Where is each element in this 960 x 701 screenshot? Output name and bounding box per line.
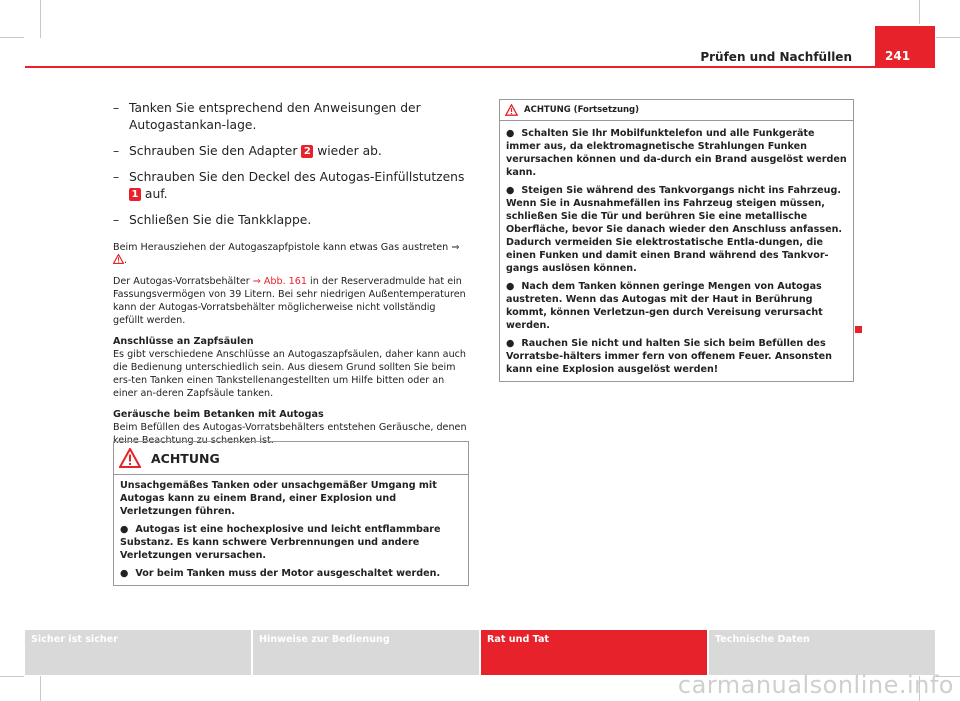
paragraph [113,275,468,327]
step-item [113,212,468,229]
chapter-title: Prüfen und Nachfüllen [700,50,852,64]
bullet-icon: ● [506,281,515,292]
step-text: wieder ab. [313,144,382,158]
step-dash: – [113,144,120,158]
crop-mark [0,676,24,677]
bullet-icon: ● [120,568,129,579]
warning-title: ACHTUNG (Fortsetzung) [524,105,640,115]
warning-triangle-icon [505,104,518,116]
warning-bullet [506,127,847,179]
bullet-text: Rauchen Sie nicht und halten Sie sich beim Befüllen des Vorratsbe-hälters immer fern von offenem Feuer. Ansonsten kann eine Explosion ausgelöst werden! [506,338,832,375]
page-number-text: 241 [885,49,911,63]
bullet-icon: ● [506,338,515,349]
bullet-icon: ● [506,128,515,139]
warning-bullet [506,337,847,376]
warning-bullet [506,184,847,275]
warning-box-header [114,442,468,475]
paragraph-text: Der Autogas-Vorratsbehälter [113,276,253,287]
page-number [875,26,935,68]
section-end-marker [855,326,862,333]
warning-triangle-icon[interactable] [113,254,124,264]
step-text: auf. [141,187,168,201]
chapter-tabs [25,630,935,675]
figure-reference-link[interactable]: ⇒ Abb. 161 [252,276,307,287]
section-heading: Anschlüsse an Zapfsäulen [113,336,254,347]
warning-title: ACHTUNG [151,450,220,466]
tab-rat-und-tat[interactable]: Rat und Tat [481,630,709,675]
crop-mark [40,0,41,38]
step-text: Schrauben Sie den Deckel des Autogas-Einfüllstutzens [129,170,465,184]
section-heading: Geräusche beim Betanken mit Autogas [113,409,324,420]
paragraph-text: in der Reserveradmulde hat ein Fassungsvermögen von 39 Litern. Bei sehr niedrigen Außentemperaturen kann der Autogas-Vorratsbehälter möglicherweise nicht vollständig gefüllt werden. [113,276,466,326]
warning-triangle-icon [119,448,141,468]
header-rule [25,66,935,68]
paragraph-text: . [124,255,128,266]
step-item [113,143,468,160]
step-item [113,169,468,203]
bullet-icon: ● [120,524,129,535]
paragraph: Beim Befüllen des Autogas-Vorratsbehälters entstehen Geräusche, denen keine Beachtung zu schenken ist. [113,422,467,446]
bullet-icon: ● [506,185,515,196]
step-dash: – [113,213,120,227]
warning-box-header [500,100,853,121]
warning-box-body [500,121,853,381]
part-number-badge: 2 [301,145,313,158]
watermark: carmanualsonline.info [677,671,954,699]
paragraph-text: Beim Herausziehen der Autogaszapfpistole kann etwas Gas austreten ⇒ [113,242,460,253]
crop-mark [0,37,24,38]
step-dash: – [113,101,120,115]
warning-bullet [120,523,462,562]
crop-mark [936,37,960,38]
step-dash: – [113,170,120,184]
step-text: Schließen Sie die Tankklappe. [129,213,312,227]
left-column [113,100,468,455]
crop-mark [919,0,920,24]
step-text: Schrauben Sie den Adapter [129,144,302,158]
step-item [113,100,468,134]
bullet-text: Vor beim Tanken muss der Motor ausgeschaltet werden. [135,568,441,579]
warning-box-continued [499,99,854,382]
bullet-text: Autogas ist eine hochexplosive und leicht entflammbare Substanz. Es kann schwere Verbrennungen und andere Verletzungen verursachen. [120,524,441,561]
warning-bullet [506,280,847,332]
bullet-text: Nach dem Tanken können geringe Mengen von Autogas austreten. Wenn das Autogas mit der Haut in Berührung kommt, können Verletzun-gen durch Vereisung verursacht werden. [506,281,823,331]
tab-technische-daten[interactable]: Technische Daten [709,630,935,675]
warning-box-body [114,475,468,585]
paragraph [113,241,468,267]
tab-sicher-ist-sicher[interactable]: Sicher ist sicher [25,630,253,675]
bullet-text: Schalten Sie Ihr Mobilfunktelefon und alle Funkgeräte immer aus, da elektromagnetische Strahlungen Funken verursachen können und da-durch ein Brand ausgelöst werden kann. [506,128,847,178]
warning-bullet [120,567,462,580]
tab-hinweise-zur-bedienung[interactable]: Hinweise zur Bedienung [253,630,481,675]
bullet-text: Steigen Sie während des Tankvorgangs nicht ins Fahrzeug. Wenn Sie in Ausnahmefällen ins Fahrzeug steigen müssen, schließen Sie die Tür und berühren Sie eine metallische Oberfläche, bevor Sie danach wieder den Anschluss anfassen. Dadurch vermeiden Sie elektrostatische Entla-dungen, die einen Funken und damit einen Brand während des Tankvor-gangs auslösen können. [506,185,843,274]
part-number-badge: 1 [129,188,141,201]
step-text: Tanken Sie entsprechend den Anweisungen der Autogastankan-lage. [129,101,421,132]
warning-box [113,441,469,586]
crop-mark [40,676,41,701]
paragraph: Es gibt verschiedene Anschlüsse an Autogaszapfsäulen, daher kann auch die Bedienung unterschiedlich sein. Aus diesem Grund sollten Sie beim ers-ten Tanken einen Tankstellenangestellten um Hilfe bitten oder an einer an-deren Zapfsäule tanken. [113,349,467,399]
warning-intro: Unsachgemäßes Tanken oder unsachgemäßer Umgang mit Autogas kann zu einem Brand, einer Explosion und Verletzungen führen. [120,480,437,517]
